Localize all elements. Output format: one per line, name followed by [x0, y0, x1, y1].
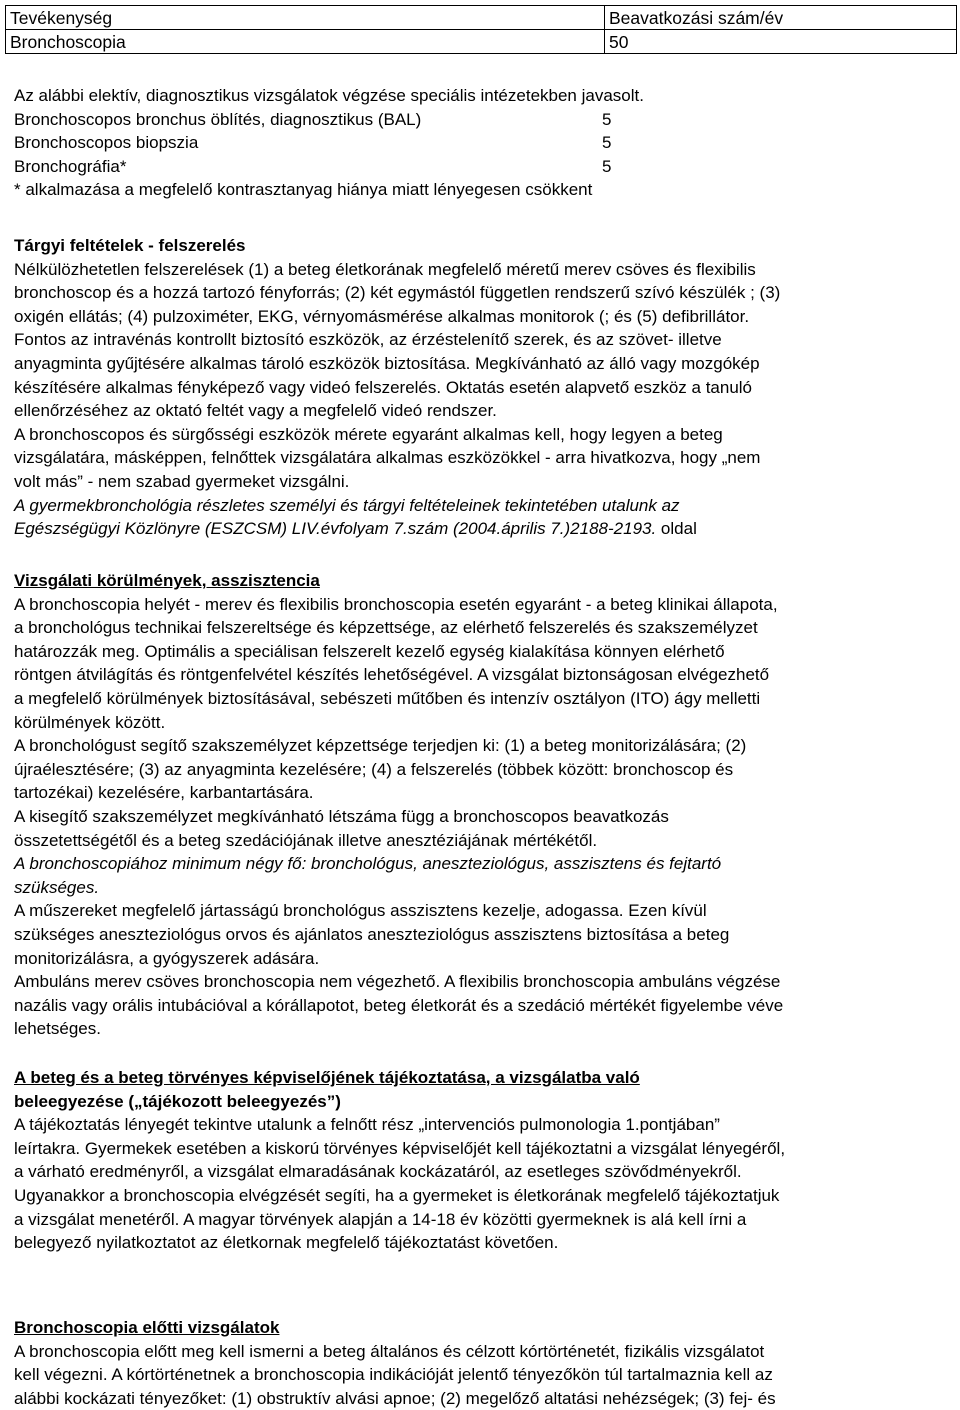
elective-item-value: 5: [602, 109, 612, 129]
pre-exam-text-line: alábbi kockázati tényezőket: (1) obstruktív alvási apnoe; (2) megelőző altatási nehézségek; (3) fej- és: [14, 1388, 776, 1408]
equipment-text-line: készítésére alkalmas fényképező vagy videó felszerelés. Oktatás esetén alapvető eszköz a tanuló: [14, 377, 753, 397]
circumstances-text-line: a megfelelő körülmények biztosításával, sebészeti műtőben és intenzív osztályon (ITO) ágy melletti: [14, 688, 761, 708]
table-cell-count: 50: [605, 30, 957, 54]
elective-item-name: Bronchoscopos bronchus öblítés, diagnosztikus (BAL): [14, 109, 422, 129]
equipment-text-line: A bronchoscopos és sürgősségi eszközök mérete egyaránt alkalmas kell, hogy legyen a beteg: [14, 424, 723, 444]
equipment-heading: Tárgyi feltételek - felszerelés: [14, 236, 246, 255]
elective-item: [14, 131, 954, 155]
consent-heading-line2: beleegyezése („tájékozott beleegyezés”): [14, 1091, 341, 1111]
circumstances-text-line: monitorizálásra, a gyógyszerek adására.: [14, 948, 320, 968]
circumstances-text-line: A műszereket megfelelő jártasságú bronchológus asszisztens kezelje, adogassa. Ezen kívül: [14, 901, 707, 921]
equipment-text-line: bronchoscop és a hozzá tartozó fényforrás; (2) két egymástól független rendszerű szívó készülék ; (3): [14, 283, 781, 303]
table-row: [6, 30, 957, 54]
circumstances-text-line: szükséges aneszteziológus orvos és ajánlatos aneszteziológus asszisztens biztosítása a beteg: [14, 924, 730, 944]
elective-intro: Az alábbi elektív, diagnosztikus vizsgálatok végzése speciális intézetekben javasolt.: [14, 86, 644, 105]
circumstances-heading: Vizsgálati körülmények, asszisztencia: [14, 571, 320, 590]
elective-item-name: Bronchoscopos biopszia: [14, 133, 199, 153]
circumstances-text-line: Ambuláns merev csöves bronchoscopia nem végezhető. A flexibilis bronchoscopia ambuláns végzése: [14, 972, 781, 992]
consent-text-line: a várható eredményről, a vizsgálat elmaradásának kockázatáról, az esetleges szövődményekről.: [14, 1162, 742, 1182]
table-header-activity: Tevékenység: [6, 6, 605, 30]
equipment-text-line: ellenőrzéséhez az oktató feltét vagy a megfelelő videó rendszer.: [14, 401, 497, 421]
equipment-text-line: anyagminta gyűjtésére alkalmas tároló eszközök biztosítása. Megkívánható az álló vagy mozgókép: [14, 353, 760, 373]
pre-exam-text-line: A bronchoscopia előtt meg kell ismerni a beteg általános és célzott kórtörténetét, fizikális vizsgálatot: [14, 1341, 765, 1361]
table-header-count: Beavatkozási szám/év: [605, 6, 957, 30]
equipment-reference-text: Egészségügyi Közlönyre (ESZCSM) LIV.évfolyam 7.szám (2004.április 7.)2188-2193.: [14, 519, 657, 539]
activity-table: [5, 5, 957, 54]
equipment-text-line: oxigén ellátás; (4) pulzoximéter, EKG, vérnyomásmérése alkalmas monitorok (; és (5) defibrillátor.: [14, 306, 750, 326]
equipment-reference-line: A gyermekbronchológia részletes személyi és tárgyi feltételeinek tekintetében utalunk az: [14, 495, 680, 515]
table-header-row: [6, 6, 957, 30]
circumstances-italic-line: A bronchoscopiához minimum négy fő: bronchológus, aneszteziológus, asszisztens és fejtartó: [14, 854, 722, 874]
circumstances-text-line: körülmények között.: [14, 712, 166, 732]
consent-text-line: leírtakra. Gyermekek esetében a kiskorú törvényes képviselőjét kell tájékoztatni a vizsgálat lényegéről,: [14, 1138, 786, 1158]
circumstances-text-line: újraélesztésére; (3) az anyagminta kezelésére; (4) a felszerelés (többek között: bronchoscop és: [14, 759, 734, 779]
circumstances-text-line: nazális vagy orális intubációval a kórállapotot, beteg életkorát és a szedáció mértékét figyelembe véve: [14, 995, 784, 1015]
equipment-text-line: Nélkülözhetetlen felszerelések (1) a beteg életkorának megfelelő méretű merev csöves és flexibilis: [14, 259, 756, 279]
consent-heading: A beteg és a beteg törvényes képviselőjének tájékoztatása, a vizsgálatba való: [14, 1068, 640, 1087]
equipment-reference-tail: oldal: [656, 519, 697, 539]
elective-item-value: 5: [602, 133, 612, 153]
equipment-section: [14, 234, 954, 541]
circumstances-text-line: lehetséges.: [14, 1019, 101, 1039]
circumstances-text-line: A kisegítő szakszemélyzet megkívánható létszáma függ a bronchoscopos beavatkozás: [14, 806, 669, 826]
circumstances-italic-line: szükséges.: [14, 877, 100, 897]
consent-section: [14, 1066, 954, 1255]
circumstances-text-line: A bronchológust segítő szakszemélyzet képzettsége terjedjen ki: (1) a beteg monitorizálására; (2): [14, 736, 747, 756]
elective-item-value: 5: [602, 156, 612, 176]
circumstances-text-line: határozzák meg. Optimális a speciálisan felszerelt kezelő egység kialakítása könnyen elérhető: [14, 641, 725, 661]
consent-text-line: a vizsgálat menetéről. A magyar törvények alapján a 14-18 év közötti gyermeknek is alá kell írni a: [14, 1209, 747, 1229]
pre-exam-heading: Bronchoscopia előtti vizsgálatok: [14, 1318, 280, 1337]
elective-section: [14, 84, 954, 202]
consent-text-line: Ugyanakkor a bronchoscopia elvégzését segíti, ha a gyermeket is életkorának megfelelő tájékoztatjuk: [14, 1185, 780, 1205]
table-cell-activity: Bronchoscopia: [6, 30, 605, 54]
circumstances-text-line: tartozékai) kezelésére, karbantartására.: [14, 783, 314, 803]
circumstances-text-line: röntgen átvilágítás és röntgenfelvétel készítés lehetőségével. A vizsgálat biztonságosan elvégezhető: [14, 665, 770, 685]
elective-item: [14, 108, 954, 132]
pre-exam-text-line: kell végezni. A kórtörténetnek a bronchoscopia indikációját jelentő tényezőkön túl tartalmaznia kell az: [14, 1365, 773, 1385]
elective-footnote: * alkalmazása a megfelelő kontrasztanyag hiánya miatt lényegesen csökkent: [14, 180, 593, 200]
consent-text-line: belegyező nyilatkoztatot az életkornak megfelelő tájékoztatást követően.: [14, 1233, 559, 1253]
elective-item: [14, 155, 954, 179]
circumstances-text-line: A bronchoscopia helyét - merev és flexibilis bronchoscopia esetén egyaránt - a beteg klinikai állapota,: [14, 594, 778, 614]
pre-exam-section: [14, 1316, 954, 1410]
equipment-reference-line: [14, 517, 954, 541]
consent-text-line: A tájékoztatás lényegét tekintve utalunk a felnőtt rész „intervenciós pulmonologia 1.pontjában”: [14, 1115, 720, 1135]
circumstances-section: [14, 569, 954, 1041]
circumstances-text-line: a bronchológus technikai felszereltsége és képzettsége, az elérhető felszerelés és szakszemélyzet: [14, 618, 758, 638]
circumstances-text-line: összetettségétől és a beteg szedációjának illetve anesztéziájának mértékétől.: [14, 830, 598, 850]
elective-item-name: Bronchográfia*: [14, 156, 127, 176]
equipment-text-line: Fontos az intravénás kontrollt biztosító eszközök, az érzéstelenítő szerek, és az szövet- illetve: [14, 330, 722, 350]
equipment-text-line: volt más” - nem szabad gyermeket vizsgálni.: [14, 471, 350, 491]
equipment-text-line: vizsgálatára, másképpen, felnőttek vizsgálatára alkalmas eszközökkel - arra hivatkozva, hogy „nem: [14, 448, 761, 468]
